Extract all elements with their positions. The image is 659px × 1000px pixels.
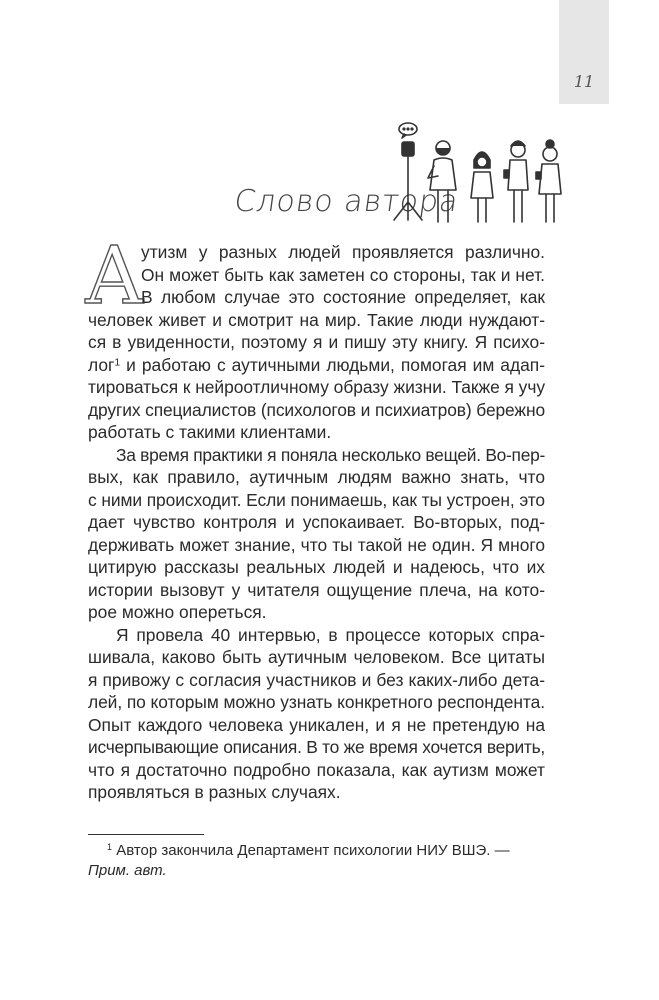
footnote-line xyxy=(88,862,167,879)
footnote-line xyxy=(107,842,510,859)
text-line: лог$^1$ и работаю с аутичными людьми, помогая им адап- xyxy=(88,354,545,375)
page-number: 11 xyxy=(573,72,595,91)
text-line: вых, как правило, аутичным людям важно знать, что xyxy=(88,467,545,487)
text-line: что я достаточно подробно показала, как аутизм может xyxy=(88,759,545,780)
text-line: рое можно опереться. xyxy=(88,602,267,622)
text-line: ся в увиденности, поэтому я и пишу эту книгу. Я психо- xyxy=(88,332,545,352)
text-line: Я провела 40 интервью, в процессе которых спра- xyxy=(116,624,545,645)
text-line: шивала, каково быть аутичным человеком. Все цитаты xyxy=(88,647,545,667)
text-line: держивать может знание, что ты такой не один. Я много xyxy=(88,534,545,555)
chapter-title: Слово автора xyxy=(232,184,462,219)
text-line: За время практики я поняла несколько вещей. Во-пер- xyxy=(116,444,545,465)
text-line: работать с такими клиентами. xyxy=(88,422,332,442)
people-illustration xyxy=(388,120,578,232)
text-line: с ними происходит. Если понимаешь, как ты устроен, это xyxy=(88,489,545,510)
text-line: я привожу с согласия участников и без каких-либо дета- xyxy=(88,669,545,690)
text-line: Опыт каждого человека уникален, и я не претендую на xyxy=(88,714,545,735)
footnote-note: Прим. авт. xyxy=(88,862,167,879)
footnote-text: Автор закончила Департамент психологии НИУ ВШЭ. — xyxy=(116,842,510,859)
text-line: утизм у разных людей проявляется различно. xyxy=(141,242,545,262)
footnote-divider xyxy=(88,834,204,835)
text-line: проявляться в разных случаях. xyxy=(88,782,341,802)
text-line-tail: и работаю с аутичными людьми, помогая им адап- xyxy=(120,354,545,375)
footnote-marker: 1 xyxy=(107,842,113,853)
text-line: тироваться к нейроотличному образу жизни. Также я учу xyxy=(88,377,545,397)
text-line: лей, по которым можно узнать конкретного респондента. xyxy=(88,692,545,712)
drop-cap: А xyxy=(84,229,145,322)
text-line: других специалистов (психологов и психиатров) бережно xyxy=(88,399,545,420)
footnote-ref: 1 xyxy=(114,356,121,368)
text-line: Он может быть как заметен со стороны, так и нет. xyxy=(141,264,545,285)
text-line: исчерпывающие описания. В то же время хочется верить, xyxy=(88,737,545,757)
text-line: цитирую рассказы реальных людей и надеюсь, что их xyxy=(88,557,545,577)
text-line: В любом случае это состояние определяет, как xyxy=(141,287,545,307)
text-line: человек живет и смотрит на мир. Такие люди нуждают- xyxy=(88,309,545,330)
text-line: истории вызовут у читателя ощущение плеча, на кото- xyxy=(88,579,545,600)
text-line: дает чувство контроля и успокаивает. Во-вторых, под- xyxy=(88,512,545,532)
